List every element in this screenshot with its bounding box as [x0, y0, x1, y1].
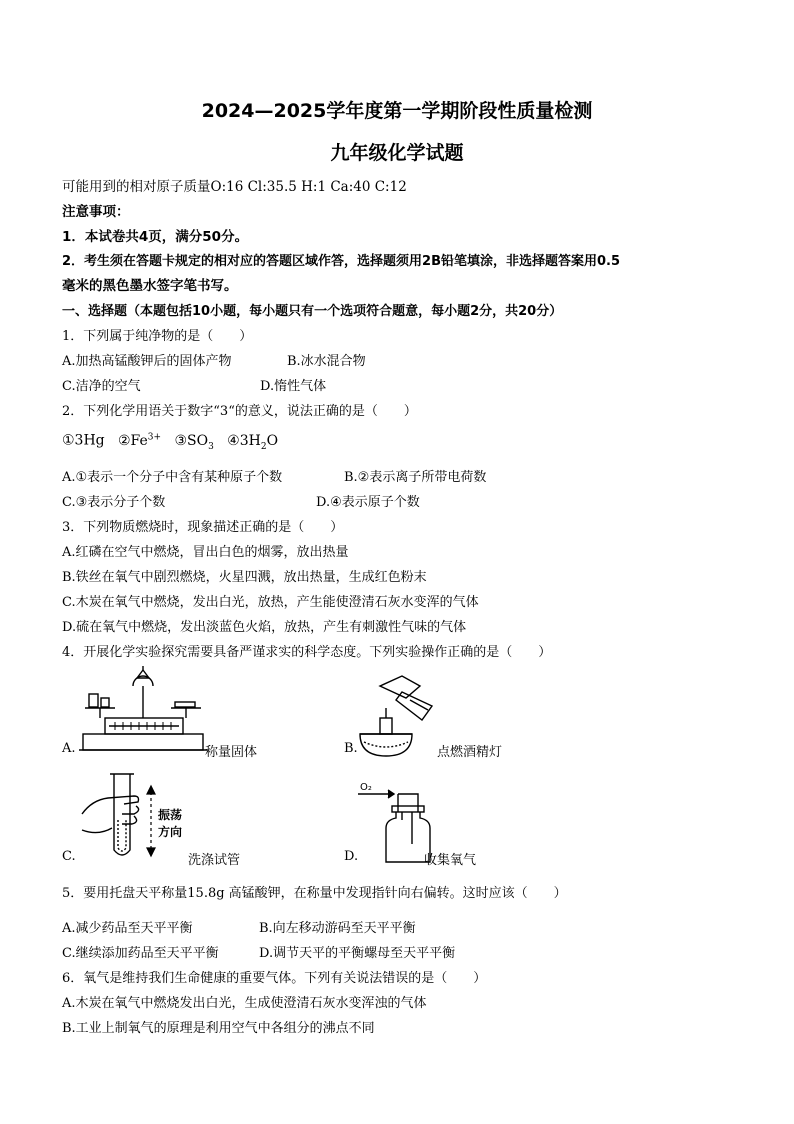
q2-formula-1: ①3Hg — [62, 432, 105, 449]
note-1: 1．本试卷共4页，满分50分。 — [62, 229, 249, 245]
balance-scale-figure — [75, 664, 210, 756]
q6-stem: 6．氧气是维持我们生命健康的重要气体。下列有关说法错误的是（ ） — [62, 971, 487, 986]
oxygen-inlet-label: O₂ — [360, 782, 372, 793]
q3-option-c: C.木炭在氧气中燃烧，发出白光，放热，产生能使澄清石灰水变浑的气体 — [62, 595, 479, 610]
q4-d-letter: D. — [344, 849, 359, 864]
q2-option-d: D.④表示原子个数 — [316, 495, 420, 510]
q1-option-b: B.冰水混合物 — [287, 354, 366, 369]
q5-stem: 5．要用托盘天平称量15.8g 高锰酸钾，在称量中发现指针向右偏转。这时应该（ ） — [62, 886, 567, 901]
note-2-line-2: 毫米的黑色墨水签字笔书写。 — [62, 278, 238, 294]
q3-option-b: B.铁丝在氧气中剧烈燃烧，火星四溅，放出热量，生成红色粉末 — [62, 570, 427, 585]
section-1-heading: 一、选择题（本题包括10小题，每小题只有一个选项符合题意，每小题2分，共20分） — [62, 304, 563, 319]
q2-formula-3: $③SO_3$ — [174, 432, 214, 452]
q1-option-c: C.洁净的空气 — [62, 379, 141, 394]
q4-c-letter: C. — [62, 849, 76, 864]
notes-heading: 注意事项： — [62, 204, 130, 220]
shake-label-1: 振荡 — [158, 808, 183, 822]
shake-label-2: 方向 — [158, 825, 183, 839]
q2-formula-4: $④3H_2O$ — [227, 432, 279, 452]
q3-stem: 3．下列物质燃烧时，现象描述正确的是（ ） — [62, 520, 344, 535]
q5-option-d: D.调节天平的平衡螺母至天平平衡 — [259, 946, 456, 961]
q5-option-c: C.继续添加药品至天平平衡 — [62, 946, 219, 961]
q2-stem: 2．下列化学用语关于数字“3“的意义，说法正确的是（ ） — [62, 404, 417, 419]
exam-subtitle: 九年级化学试题 — [330, 142, 464, 164]
q4-a-letter: A. — [62, 741, 76, 756]
q2-option-a: A.①表示一个分子中含有某种原子个数 — [62, 470, 283, 485]
q1-stem: 1．下列属于纯净物的是（ ） — [62, 329, 253, 344]
q4-a-caption: 称量固体 — [205, 745, 258, 760]
atomic-mass-line: 可能用到的相对原子质量O:16 Cl:35.5 H:1 Ca:40 C:12 — [62, 179, 407, 195]
q4-b-letter: B. — [344, 741, 358, 756]
exam-title: 2024—2025学年度第一学期阶段性质量检测 — [201, 100, 593, 122]
alcohol-lamp-figure — [350, 672, 440, 760]
note-2-line-1: 2．考生须在答题卡规定的相对应的答题区域作答，选择题须用2B铅笔填涂，非选择题答案用0.5 — [62, 254, 621, 269]
q4-d-caption: 收集氧气 — [424, 853, 477, 868]
q2-formula-2: $②Fe^{3+}$ — [118, 432, 162, 449]
q3-option-a: A.红磷在空气中燃烧，冒出白色的烟雾，放出热量 — [62, 545, 349, 560]
q3-option-d: D.硫在氧气中燃烧，发出淡蓝色火焰，放热，产生有刺激性气味的气体 — [62, 620, 467, 635]
q6-option-a: A.木炭在氧气中燃烧发出白光，生成使澄清石灰水变浑浊的气体 — [62, 996, 427, 1011]
q6-option-b: B.工业上制氧气的原理是利用空气中各组分的沸点不同 — [62, 1021, 375, 1036]
shake-direction-arrow-icon — [146, 786, 156, 856]
q2-option-c: C.③表示分子个数 — [62, 495, 166, 510]
q2-formulas — [62, 432, 278, 451]
q2-option-b: B.②表示离子所带电荷数 — [344, 470, 487, 485]
q1-option-d: D.惰性气体 — [260, 379, 327, 394]
q4-stem: 4．开展化学实验探究需要具备严谨求实的科学态度。下列实验操作正确的是（ ） — [62, 645, 552, 660]
q5-option-b: B.向左移动游码至天平平衡 — [259, 921, 416, 936]
q5-option-a: A.减少药品至天平平衡 — [62, 921, 193, 936]
q1-option-a: A.加热高锰酸钾后的固体产物 — [62, 354, 232, 369]
q4-b-caption: 点燃酒精灯 — [437, 745, 503, 760]
q4-c-caption: 洗涤试管 — [188, 853, 241, 868]
